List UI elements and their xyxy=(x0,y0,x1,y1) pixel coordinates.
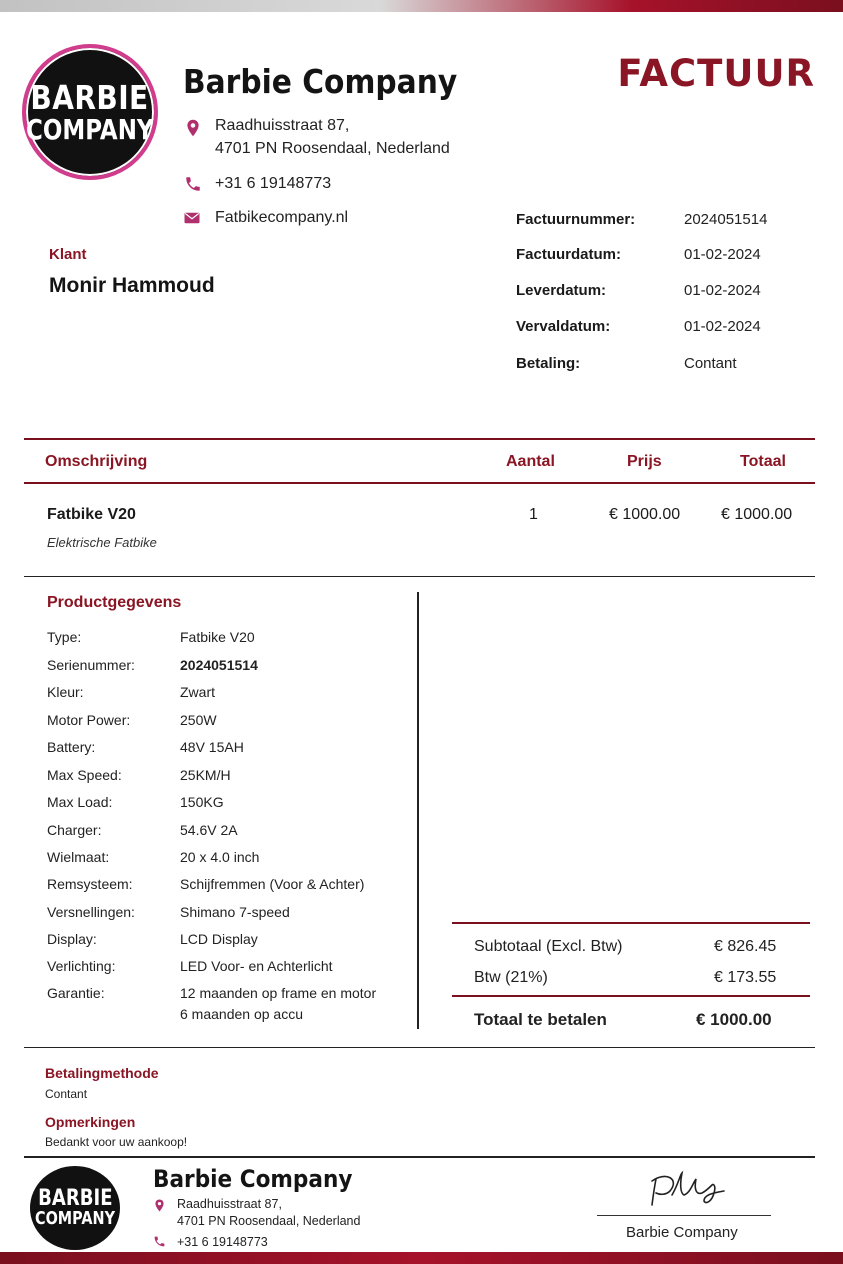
spec-value-max-load: 150KG xyxy=(180,794,224,810)
signature xyxy=(640,1165,736,1218)
footer-logo xyxy=(30,1166,120,1250)
footer-phone-icon xyxy=(153,1235,166,1248)
logo-text-line2: COMPANY xyxy=(26,112,154,146)
spec-key-battery: Battery: xyxy=(47,739,96,755)
payment-value: Contant xyxy=(684,355,737,372)
signature-name: Barbie Company xyxy=(626,1224,738,1241)
item-price: € 1000.00 xyxy=(609,506,681,523)
totals-top-rule xyxy=(452,922,810,924)
item-quantity: 1 xyxy=(529,506,538,523)
column-header-quantity: Aantal xyxy=(506,453,555,470)
column-header-description: Omschrijving xyxy=(45,453,148,470)
payment-label: Betaling: xyxy=(516,355,581,372)
payment-method-label: Betalingmethode xyxy=(45,1065,159,1081)
product-details-title: Productgegevens xyxy=(47,594,182,611)
spec-value-battery: 48V 15AH xyxy=(180,739,244,755)
spec-value-serial: 2024051514 xyxy=(180,657,258,673)
spec-key-max-load: Max Load: xyxy=(47,794,113,810)
invoice-date-value: 01-02-2024 xyxy=(684,246,761,263)
address-line1: Raadhuisstraat 87, xyxy=(215,117,350,134)
invoice-number-label: Factuurnummer: xyxy=(516,211,636,228)
company-name: Barbie Company xyxy=(183,62,458,101)
footer-top-rule xyxy=(24,1156,815,1158)
item-subtitle: Elektrische Fatbike xyxy=(47,535,157,550)
footer-phone: +31 6 19148773 xyxy=(177,1235,268,1249)
spec-value-wheel-size: 20 x 4.0 inch xyxy=(180,849,260,865)
item-name: Fatbike V20 xyxy=(47,506,136,523)
document-title: FACTUUR xyxy=(617,52,815,95)
spec-key-type: Type: xyxy=(47,629,82,645)
spec-key-charger: Charger: xyxy=(47,822,102,838)
due-date-value: 01-02-2024 xyxy=(684,318,761,335)
website-link[interactable]: Fatbikecompany.nl xyxy=(215,209,349,226)
payment-method-value: Contant xyxy=(45,1087,88,1101)
spec-key-lighting: Verlichting: xyxy=(47,958,116,974)
total-due-value: € 1000.00 xyxy=(696,1010,772,1029)
company-logo xyxy=(22,44,158,180)
table-header-rule xyxy=(24,482,815,484)
invoice-number-value: 2024051514 xyxy=(684,211,768,228)
footer-address-line1: Raadhuisstraat 87, xyxy=(177,1197,282,1211)
subtotal-label: Subtotaal (Excl. Btw) xyxy=(474,938,623,955)
details-bottom-rule xyxy=(24,1047,815,1048)
address-line2: 4701 PN Roosendaal, Nederland xyxy=(215,140,450,157)
table-bottom-rule xyxy=(24,576,815,577)
customer-label: Klant xyxy=(49,246,87,263)
due-date-label: Vervaldatum: xyxy=(516,318,611,335)
bottom-accent-bar xyxy=(0,1252,843,1264)
remarks-value: Bedankt voor uw aankoop! xyxy=(45,1135,188,1149)
footer-logo-text-line2: COMPANY xyxy=(35,1208,115,1229)
footer-company-name: Barbie Company xyxy=(153,1165,353,1193)
spec-key-brakes: Remsysteem: xyxy=(47,876,133,892)
spec-key-motor: Motor Power: xyxy=(47,712,131,728)
spec-key-max-speed: Max Speed: xyxy=(47,767,122,783)
footer-logo-text-line1: BARBIE xyxy=(37,1186,113,1211)
subtotal-value: € 826.45 xyxy=(714,938,777,955)
details-divider xyxy=(417,592,419,1029)
remarks-label: Opmerkingen xyxy=(45,1114,136,1130)
spec-value-brakes: Schijfremmen (Voor & Achter) xyxy=(180,876,365,892)
vat-value: € 173.55 xyxy=(714,969,777,986)
spec-value-gears: Shimano 7-speed xyxy=(180,904,290,920)
delivery-date-value: 01-02-2024 xyxy=(684,282,761,299)
phone-icon xyxy=(184,175,202,193)
phone-number: +31 6 19148773 xyxy=(215,175,332,192)
spec-value-lighting: LED Voor- en Achterlicht xyxy=(180,958,333,974)
signature-line xyxy=(597,1215,771,1216)
spec-key-display: Display: xyxy=(47,931,97,947)
footer-location-pin-icon xyxy=(153,1199,166,1212)
logo-text-line1: BARBIE xyxy=(30,77,150,117)
spec-key-serial: Serienummer: xyxy=(47,657,135,673)
column-header-total: Totaal xyxy=(740,453,786,470)
top-accent-bar xyxy=(0,0,843,12)
spec-value-type: Fatbike V20 xyxy=(180,629,255,645)
spec-value-color: Zwart xyxy=(180,684,215,700)
table-top-rule xyxy=(24,438,815,440)
spec-value-charger: 54.6V 2A xyxy=(180,822,238,838)
column-header-price: Prijs xyxy=(627,453,662,470)
spec-value-motor: 250W xyxy=(180,712,217,728)
totals-mid-rule xyxy=(452,995,810,997)
spec-key-warranty: Garantie: xyxy=(47,985,105,1001)
spec-key-wheel-size: Wielmaat: xyxy=(47,849,110,865)
customer-name: Monir Hammoud xyxy=(49,274,215,297)
spec-key-color: Kleur: xyxy=(47,684,84,700)
invoice-date-label: Factuurdatum: xyxy=(516,246,621,263)
envelope-icon xyxy=(183,209,201,227)
vat-label: Btw (21%) xyxy=(474,969,548,986)
spec-value-max-speed: 25KM/H xyxy=(180,767,231,783)
spec-value-display: LCD Display xyxy=(180,931,258,947)
spec-key-gears: Versnellingen: xyxy=(47,904,135,920)
spec-value-warranty-line1: 12 maanden op frame en motor xyxy=(180,985,377,1001)
footer-address-line2: 4701 PN Roosendaal, Nederland xyxy=(177,1214,361,1228)
location-pin-icon xyxy=(184,119,202,137)
item-total: € 1000.00 xyxy=(721,506,793,523)
delivery-date-label: Leverdatum: xyxy=(516,282,607,299)
spec-value-warranty-line2: 6 maanden op accu xyxy=(180,1006,303,1022)
total-due-label: Totaal te betalen xyxy=(474,1010,607,1029)
